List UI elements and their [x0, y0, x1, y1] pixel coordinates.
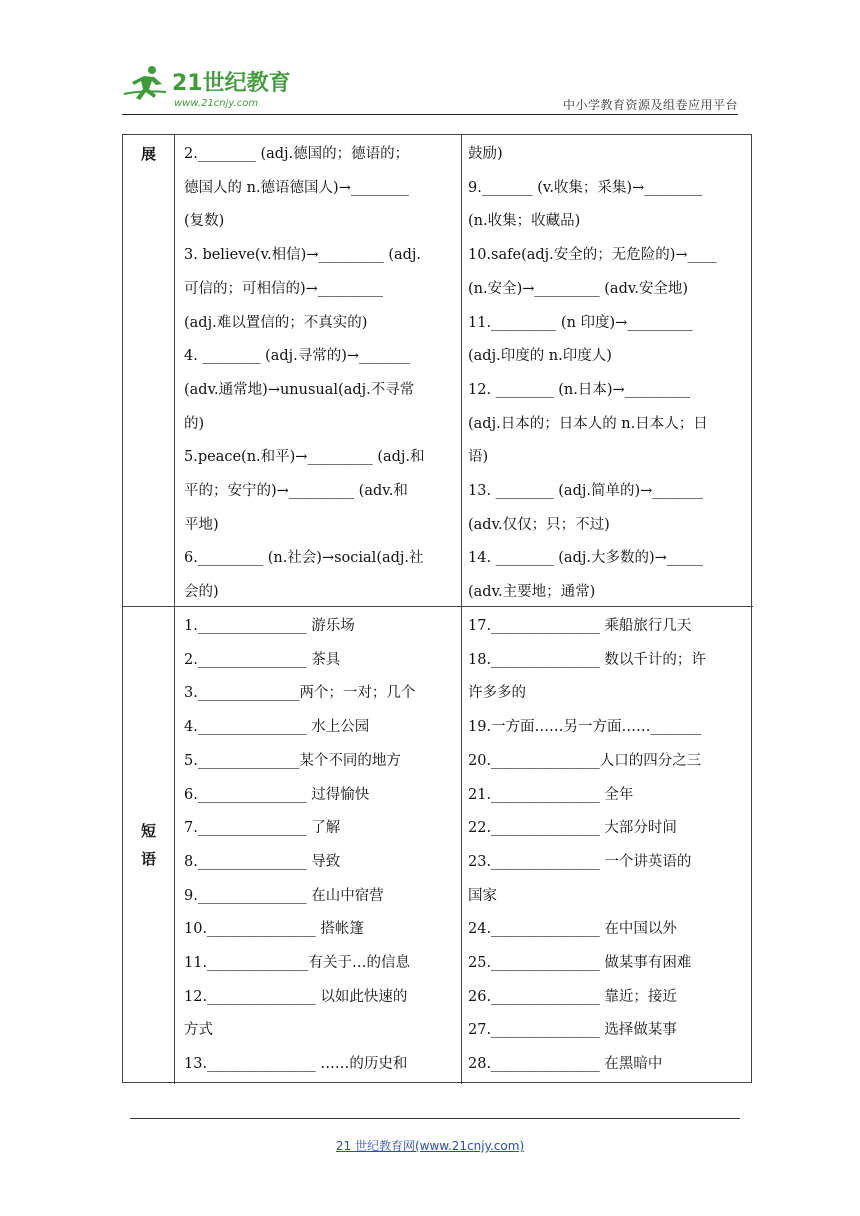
table-line: 21._______________ 全年	[468, 786, 634, 803]
table-line: 9._______ (v.收集；采集)→________	[468, 179, 703, 196]
table-line: 9._______________ 在山中宿营	[184, 887, 384, 904]
table-line: 的)	[184, 415, 205, 432]
table-line: 德国人的 n.德语德国人)→________	[184, 179, 409, 196]
table-line: 17._______________ 乘船旅行几天	[468, 618, 692, 634]
row-label-char-2: 语	[140, 850, 156, 868]
table-line: 4._______________ 水上公园	[184, 719, 370, 736]
table-line: 28._______________ 在黑暗中	[468, 1056, 663, 1073]
table-line: (adj.日本的；日本人的 n.日本人；日	[468, 415, 708, 432]
table-line: 22._______________ 大部分时间	[468, 820, 677, 837]
phrases-column-right	[462, 607, 753, 1084]
table-line: 23._______________ 一个讲英语的	[468, 853, 692, 870]
table-line: 7._______________ 了解	[184, 820, 341, 837]
table-line: 平的；安宁的)→_________ (adv.和	[184, 483, 408, 500]
table-line: (adv.仅仅；只；不过)	[468, 516, 610, 533]
table-line: 4. ________ (adj.寻常的)→_______	[184, 348, 410, 365]
table-line: 24._______________ 在中国以外	[468, 921, 677, 938]
table-line: 3. believe(v.相信)→_________ (adj.	[184, 247, 422, 264]
table-line: 14. ________ (adj.大多数的)→_____	[468, 550, 704, 567]
table-line: 5.peace(n.和平)→_________ (adj.和	[184, 449, 425, 466]
table-line: 10._______________ 搭帐篷	[184, 921, 364, 938]
table-line: 11.______________有关于…的信息	[184, 955, 411, 972]
row-label-phrases	[123, 607, 175, 1084]
table-line: 20._______________人口的四分之三	[468, 752, 702, 769]
vocabulary-table	[122, 134, 752, 1083]
table-line: 6._______________ 过得愉快	[184, 786, 370, 803]
logo	[122, 64, 292, 110]
header-divider	[122, 114, 738, 115]
table-line: 8._______________ 导致	[184, 853, 341, 870]
footer-link[interactable]: 21 世纪教育网(www.21cnjy.com)	[335, 1139, 525, 1153]
table-line: 12._______________ 以如此快速的	[184, 988, 408, 1005]
word-forms-column-right	[462, 135, 753, 607]
logo-title: 21世纪教育	[172, 71, 291, 96]
table-line: 12. ________ (n.日本)→_________	[468, 381, 690, 398]
row-label-char-1: 短	[140, 822, 156, 840]
table-line: 语)	[468, 449, 489, 466]
table-line: 27._______________ 选择做某事	[468, 1022, 677, 1039]
table-line: 11._________ (n 印度)→_________	[468, 314, 693, 331]
table-line: 国家	[468, 887, 497, 904]
table-line: (adv.通常地)→unusual(adj.不寻常	[184, 381, 415, 398]
table-line: 26._______________ 靠近；接近	[468, 988, 677, 1005]
table-line: 13. ________ (adj.简单的)→_______	[468, 483, 704, 500]
table-line: 鼓励)	[468, 146, 503, 162]
page-header	[122, 60, 738, 115]
table-line: 方式	[184, 1022, 213, 1039]
table-line: 平地)	[184, 516, 219, 533]
table-line: 10.safe(adj.安全的；无危险的)→____	[468, 247, 717, 264]
row-label-expand: 展	[123, 135, 175, 607]
table-line: 5.______________某个不同的地方	[184, 752, 401, 769]
table-line: (adv.主要地；通常)	[468, 584, 596, 601]
table-line: 2._______________ 茶具	[184, 651, 341, 668]
table-line: 18._______________ 数以千计的；许	[468, 651, 706, 668]
phrases-column-left	[175, 607, 462, 1084]
table-line: (adj.难以置信的；不真实的)	[184, 314, 368, 331]
table-line: 2.________ (adj.德国的；德语的；	[184, 146, 410, 162]
table-line: 可信的；可相信的)→_________	[184, 280, 384, 297]
logo-url: www.21cnjy.com	[174, 98, 259, 109]
table-line: 1._______________ 游乐场	[184, 618, 355, 634]
table-line: (复数)	[184, 213, 225, 230]
table-line: 19.一方面……另一方面……_______	[468, 719, 702, 736]
header-platform-text: 中小学教育资源及组卷应用平台	[562, 98, 738, 112]
word-forms-column-left	[175, 135, 462, 607]
table-line: 3.______________两个；一对；几个	[184, 685, 416, 702]
footer-divider	[130, 1118, 740, 1119]
table-line: (n.安全)→_________ (adv.安全地)	[468, 280, 689, 297]
table-line: (adj.印度的 n.印度人)	[468, 348, 612, 365]
table-line: 6._________ (n.社会)→social(adj.社	[184, 550, 424, 567]
table-line: 13._______________ ……的历史和	[184, 1056, 408, 1073]
table-line: 许多多的	[468, 685, 526, 702]
table-line: 25._______________ 做某事有困难	[468, 955, 692, 972]
table-line: 会的)	[184, 584, 219, 601]
table-line: (n.收集；收藏品)	[468, 213, 581, 230]
